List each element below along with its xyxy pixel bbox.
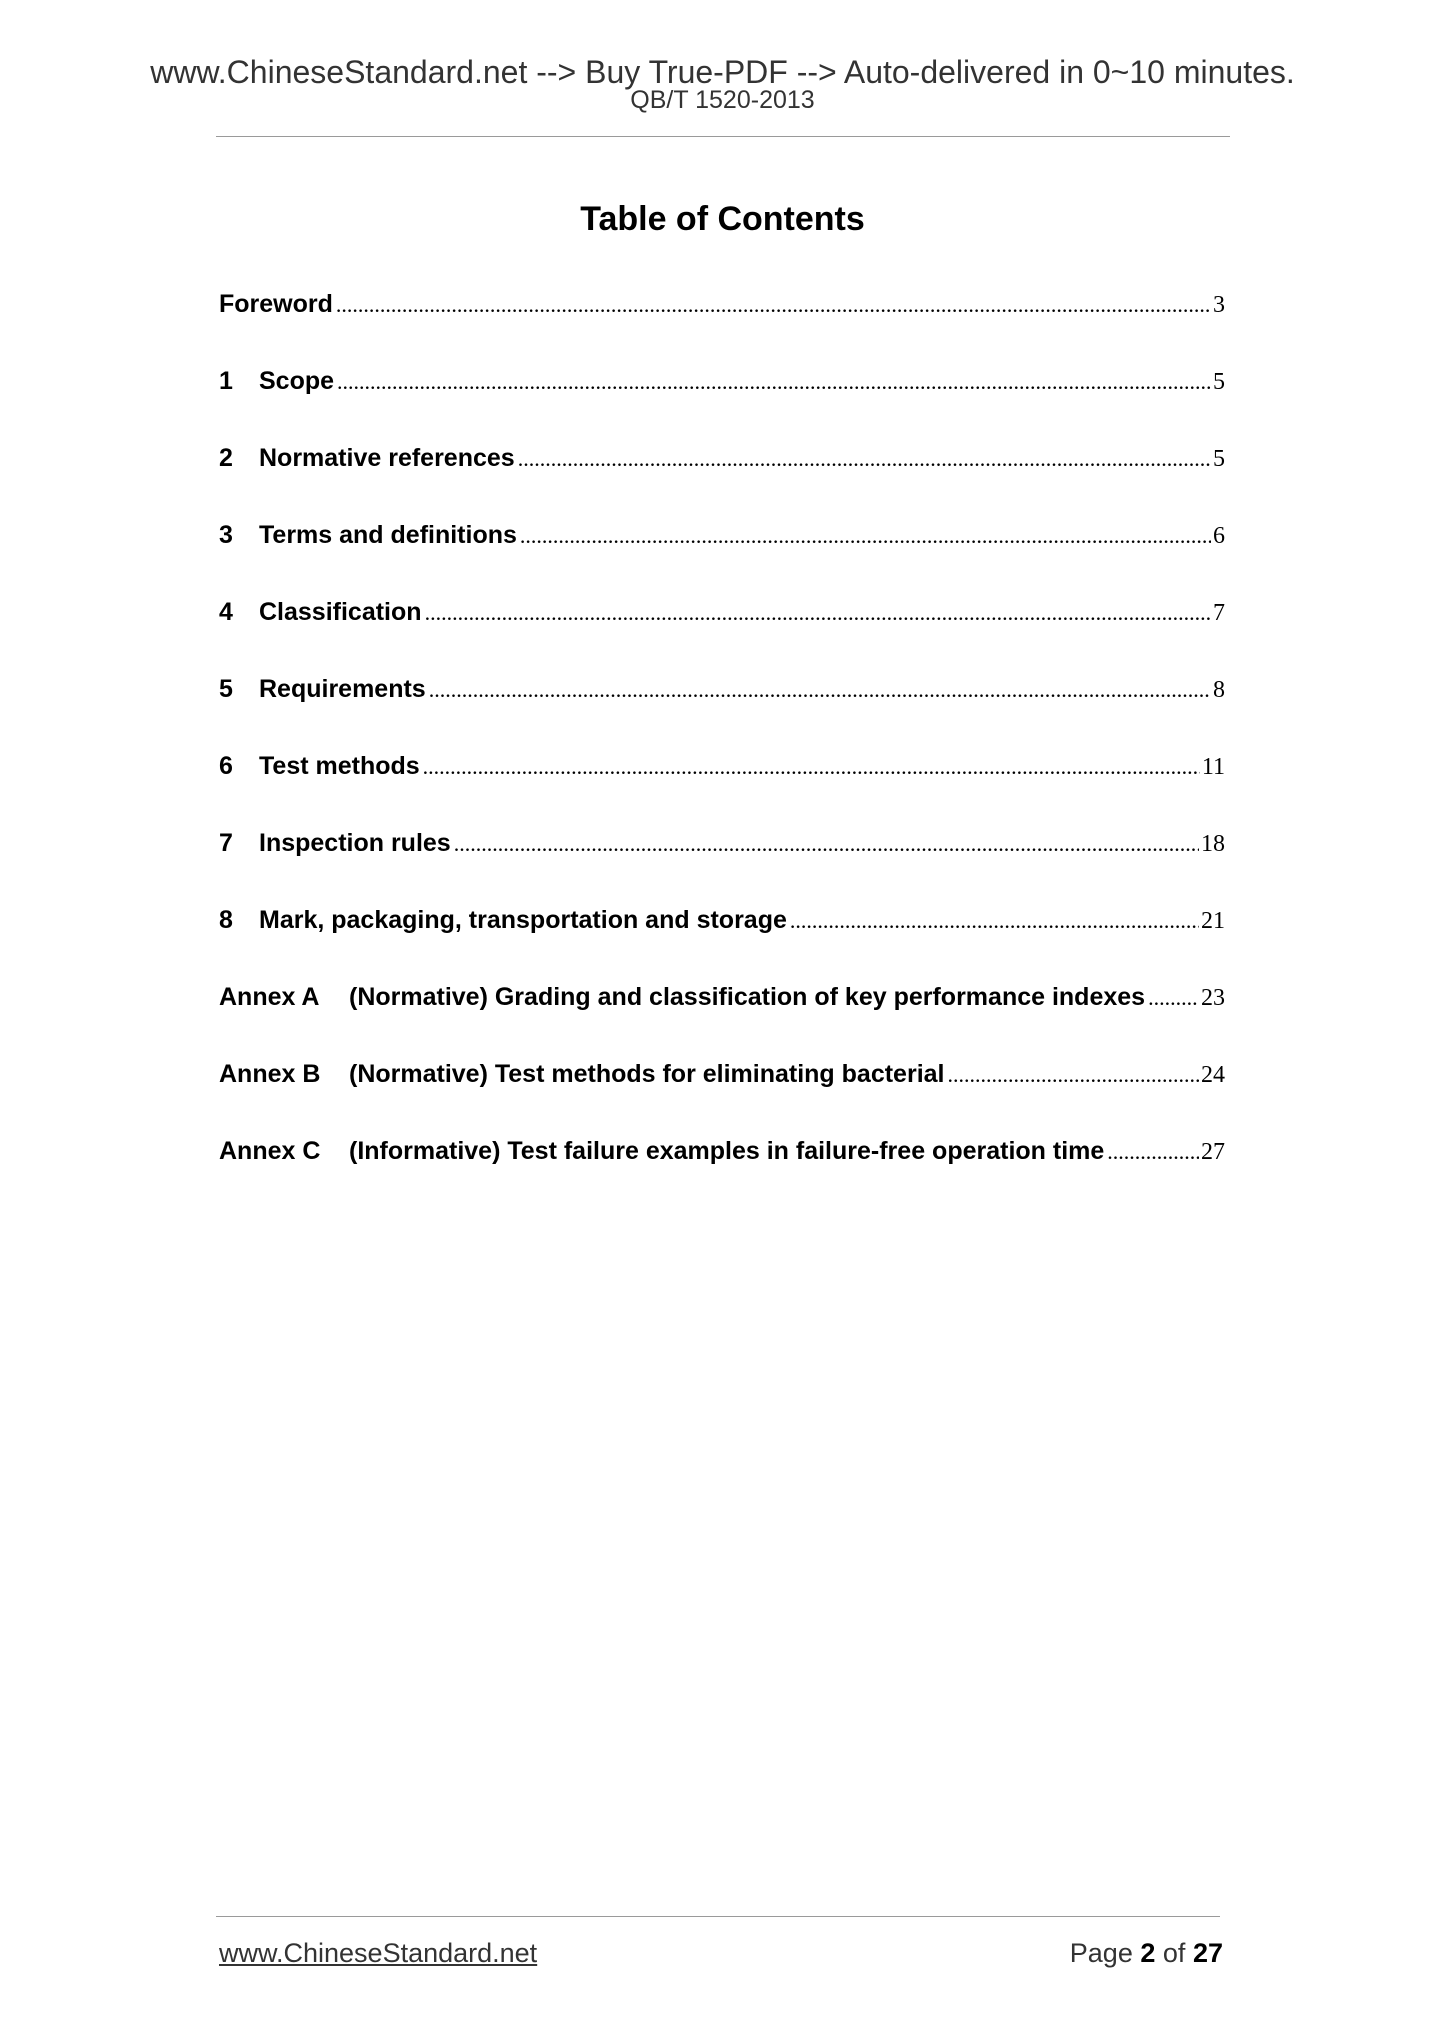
toc-entry-number: 4: [219, 598, 233, 626]
toc-entry-mark-packaging[interactable]: [219, 906, 1225, 983]
toc-entry-number: Annex B: [219, 1060, 321, 1088]
toc-entry-annex-c[interactable]: [219, 1137, 1225, 1214]
toc-dot-leader: [425, 600, 1211, 626]
toc-dot-leader: [518, 446, 1211, 472]
toc-entry-page: 11: [1201, 754, 1225, 780]
toc-entry-terms-and-definitions[interactable]: [219, 521, 1225, 598]
toc-entry-page: 24: [1201, 1062, 1225, 1088]
toc-entry-test-methods[interactable]: [219, 752, 1225, 829]
toc-entry-foreword[interactable]: [219, 290, 1225, 367]
toc-entry-page: 23: [1201, 985, 1225, 1011]
toc-entry-label: Foreword: [219, 290, 333, 318]
toc-entry-page: 3: [1213, 292, 1225, 318]
toc-entry-label: Requirements: [259, 675, 426, 703]
toc-entry-label: (Normative) Test methods for eliminating bacterial: [349, 1060, 945, 1088]
toc-dot-leader: [520, 523, 1211, 549]
page-number: [1070, 1940, 1223, 1967]
toc-entry-number: 7: [219, 829, 233, 857]
toc-entry-label: Classification: [259, 598, 422, 626]
toc-entry-number: 1: [219, 367, 233, 395]
toc-entry-normative-references[interactable]: [219, 444, 1225, 521]
toc-list: [219, 290, 1225, 1214]
toc-entry-annex-a[interactable]: [219, 983, 1225, 1060]
toc-entry-label: Scope: [259, 367, 335, 395]
toc-dot-leader: [454, 831, 1199, 857]
toc-entry-number: 2: [219, 444, 233, 472]
toc-entry-label: Mark, packaging, transportation and storage: [259, 906, 787, 934]
toc-entry-page: 6: [1213, 523, 1225, 549]
toc-dot-leader: [336, 292, 1211, 318]
toc-entry-page: 5: [1213, 369, 1225, 395]
toc-entry-page: 5: [1213, 446, 1225, 472]
toc-entry-inspection-rules[interactable]: [219, 829, 1225, 906]
toc-entry-number: 6: [219, 752, 233, 780]
toc-dot-leader: [337, 369, 1211, 395]
toc-entry-label: Normative references: [259, 444, 515, 472]
toc-entry-annex-b[interactable]: [219, 1060, 1225, 1137]
toc-dot-leader: [1107, 1139, 1199, 1165]
toc-entry-number: 3: [219, 521, 233, 549]
page-current: 2: [1140, 1938, 1156, 1968]
toc-dot-leader: [423, 754, 1200, 780]
page-of: of: [1162, 1938, 1186, 1968]
toc-entry-page: 18: [1201, 831, 1225, 857]
page-total: 27: [1192, 1938, 1223, 1968]
toc-entry-page: 7: [1213, 600, 1225, 626]
toc-dot-leader: [429, 677, 1211, 703]
document-code: QB/T 1520-2013: [630, 86, 815, 114]
toc-entry-label: Test methods: [259, 752, 420, 780]
site-banner[interactable]: www.ChineseStandard.net --> Buy True-PDF --> Auto-delivered in 0~10 minutes.: [150, 54, 1295, 90]
toc-dot-leader: [947, 1062, 1199, 1088]
footer-divider: [216, 1916, 1220, 1917]
toc-entry-number: Annex A: [219, 983, 320, 1011]
toc-entry-number: 5: [219, 675, 233, 703]
toc-entry-number: 8: [219, 906, 233, 934]
toc-entry-page: 27: [1201, 1139, 1225, 1165]
toc-dot-leader: [1148, 985, 1199, 1011]
footer-website-link[interactable]: www.ChineseStandard.net: [219, 1938, 538, 1968]
toc-entry-page: 8: [1213, 677, 1225, 703]
toc-entry-page: 21: [1201, 908, 1225, 934]
toc-entry-scope[interactable]: [219, 367, 1225, 444]
toc-entry-requirements[interactable]: [219, 675, 1225, 752]
toc-title: Table of Contents: [580, 200, 865, 238]
toc-entry-label: (Informative) Test failure examples in failure-free operation time: [349, 1137, 1105, 1165]
toc-entry-number: Annex C: [219, 1137, 321, 1165]
toc-dot-leader: [790, 908, 1199, 934]
header-divider: [216, 136, 1230, 137]
toc-entry-label: Terms and definitions: [259, 521, 517, 549]
page-prefix: Page: [1069, 1938, 1133, 1968]
toc-entry-label: (Normative) Grading and classification of key performance indexes: [349, 983, 1146, 1011]
toc-entry-label: Inspection rules: [259, 829, 451, 857]
toc-entry-classification[interactable]: [219, 598, 1225, 675]
